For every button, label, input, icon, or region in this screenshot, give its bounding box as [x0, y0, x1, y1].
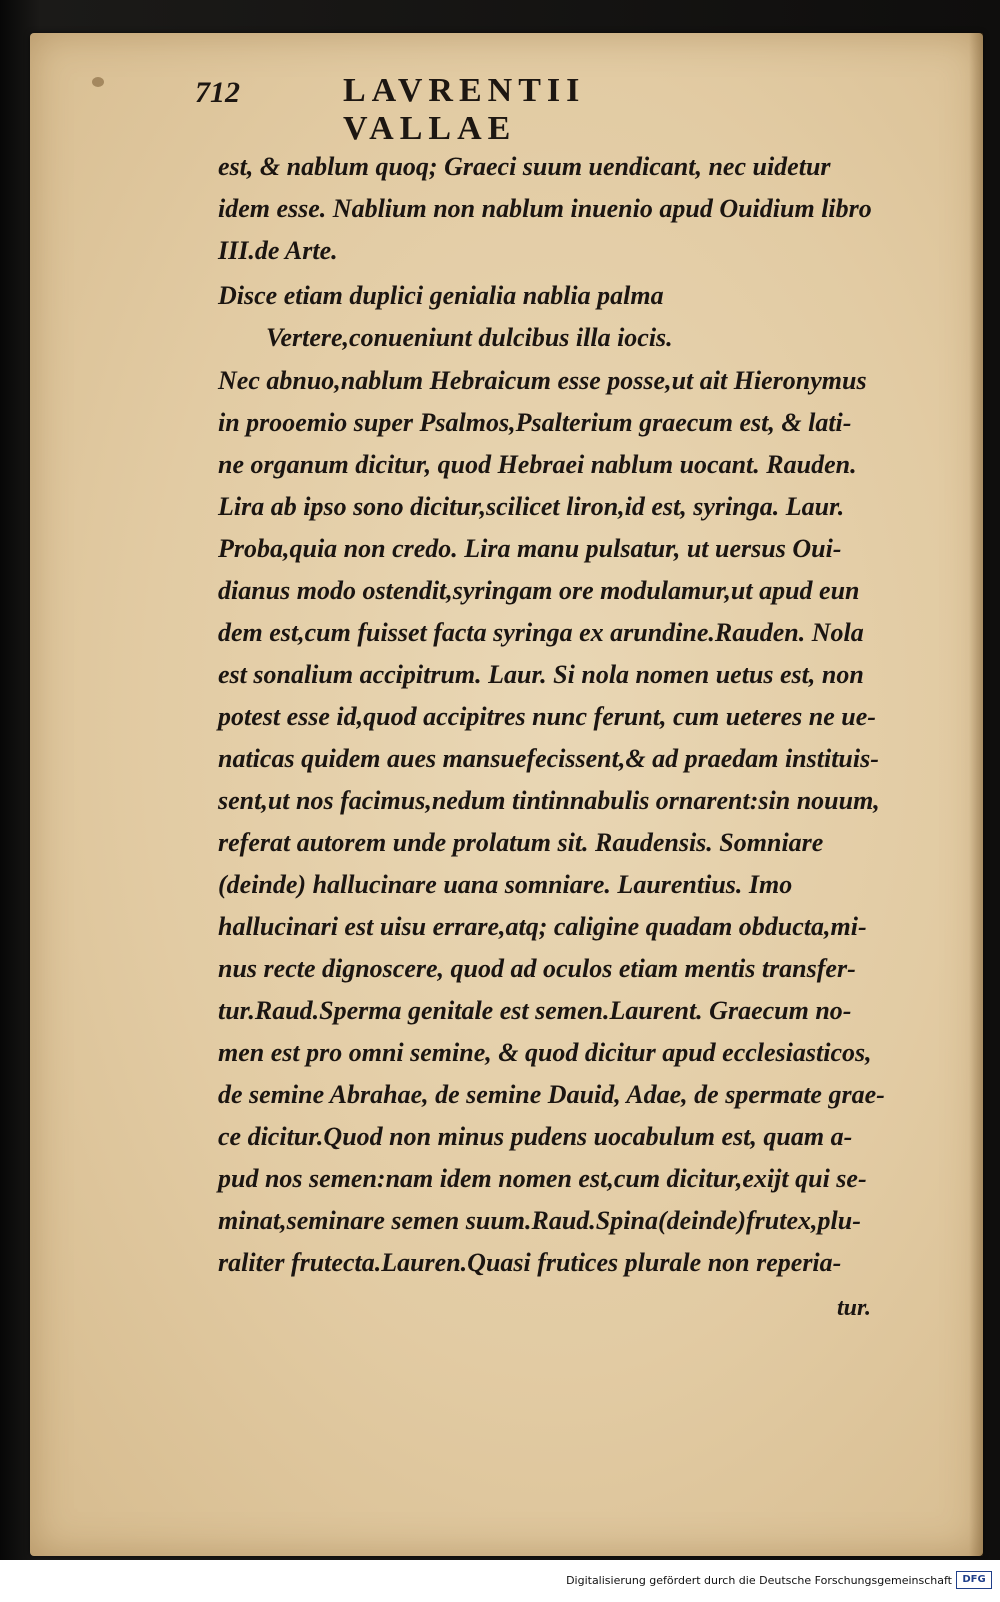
- text-line: dianus modo ostendit,syringam ore modulamur,ut apud eun: [218, 576, 860, 605]
- text-line: (deinde) hallucinare uana somniare. Laurentius. Imo: [218, 870, 793, 899]
- text-line: potest esse id,quod accipitres nunc ferunt, cum ueteres ne ue-: [218, 702, 876, 731]
- funding-credit: Digitalisierung gefördert durch die Deutsche Forschungsgemeinschaft: [566, 1574, 952, 1587]
- text-line: hallucinari est uisu errare,atq; caligine quadam obducta,mi-: [218, 912, 867, 941]
- text-line: est, & nablum quoq; Graeci suum uendicant, nec uidetur: [218, 152, 831, 181]
- text-line: sent,ut nos facimus,nedum tintinnabulis ornarent:sin nouum,: [218, 786, 880, 815]
- dfg-logo: DFG: [956, 1571, 992, 1589]
- text-line: tur.Raud.Sperma genitale est semen.Laurent. Graecum no-: [218, 996, 852, 1025]
- text-line: Proba,quia non credo. Lira manu pulsatur, ut uersus Oui-: [218, 534, 842, 563]
- text-line: ce dicitur.Quod non minus pudens uocabulum est, quam a-: [218, 1122, 853, 1151]
- footer-bar: [0, 1560, 1000, 1602]
- page-edge-shadow: [969, 33, 983, 1556]
- text-line: ne organum dicitur, quod Hebraei nablum uocant. Rauden.: [218, 450, 857, 479]
- text-line: raliter frutecta.Lauren.Quasi frutices plurale non reperia-: [218, 1248, 842, 1277]
- paper-stain: [92, 77, 104, 87]
- page-number: 712: [195, 76, 240, 109]
- text-line: referat autorem unde prolatum sit. Raudensis. Somniare: [218, 828, 824, 857]
- running-title: LAVRENTII VALLAE: [343, 72, 586, 147]
- text-line: est sonalium accipitrum. Laur. Si nola nomen uetus est, non: [218, 660, 864, 689]
- text-line: Lira ab ipso sono dicitur,scilicet liron,id est, syringa. Laur.: [218, 492, 845, 521]
- text-line: pud nos semen:nam idem nomen est,cum dicitur,exijt qui se-: [218, 1164, 867, 1193]
- text-line: in prooemio super Psalmos,Psalterium graecum est, & lati-: [218, 408, 852, 437]
- text-line: dem est,cum fuisset facta syringa ex arundine.Rauden. Nola: [218, 618, 864, 647]
- text-line: nus recte dignoscere, quod ad oculos etiam mentis transfer-: [218, 954, 856, 983]
- text-line: minat,seminare semen suum.Raud.Spina(deinde)frutex,plu-: [218, 1206, 861, 1235]
- catchword: tur.: [837, 1295, 872, 1321]
- text-line: men est pro omni semine, & quod dicitur apud ecclesiasticos,: [218, 1038, 872, 1067]
- text-line: naticas quidem aues mansuefecissent,& ad praedam instituis-: [218, 744, 879, 773]
- text-line: Nec abnuo,nablum Hebraicum esse posse,ut ait Hieronymus: [218, 366, 867, 395]
- verse-line-indented: Vertere,conueniunt dulcibus illa iocis.: [266, 323, 673, 352]
- text-line: III.de Arte.: [218, 236, 338, 265]
- running-head: [195, 62, 755, 147]
- text-line: idem esse. Nablium non nablum inuenio apud Ouidium libro: [218, 194, 872, 223]
- verse-line: Disce etiam duplici genialia nablia palma: [218, 281, 664, 310]
- text-line: de semine Abrahae, de semine Dauid, Adae, de spermate grae-: [218, 1080, 885, 1109]
